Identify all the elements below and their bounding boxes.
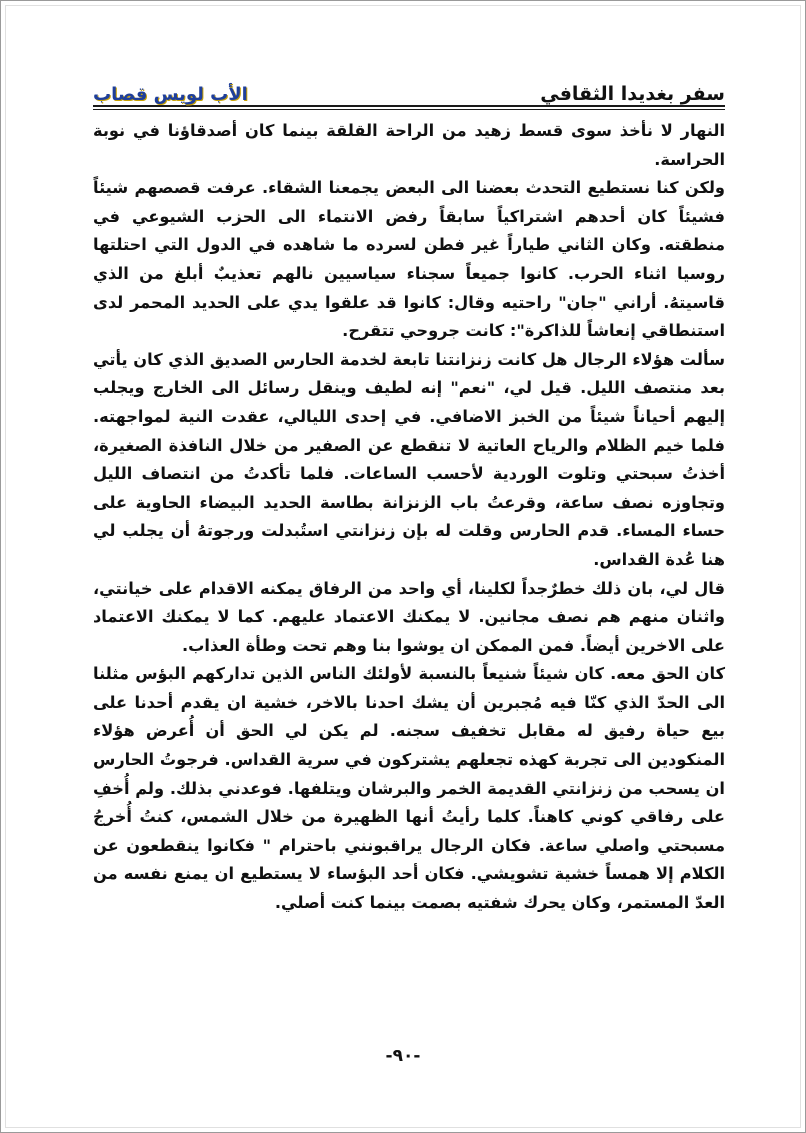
paragraph-5: كان الحق معه. كان شيئاً شنيعاً بالنسبة لأولئك الناس الذين تداركهم البؤس مثلنا الى الحدّ الذي كنّا فيه مُجبرين أن يشك احدنا بالاخر، خشية ان يقدم أحدنا على بيع حياة رفيق له مقابل تخفيف سجنه. لم يكن لي الحق أن أُعرض هؤلاء المنكودين الى تجربة كهذه تجعلهم يشتركون في سرية القداس. فرجوتُ الحارس ان يسحب من زنزانتي القديمة الخمر والبرشان ويتلفها. فوعدني بذلك. ولم أُخفِ على رفاقي كوني كاهناً. كلما رأيتُ أنها الظهيرة من خلال الشمس، كنتُ أُخرجُ مسبحتي واصلي ساعة. فكان الرجال يراقبونني باحترام " فكانوا ينقطعون عن الكلام إلا همساً خشية تشويشي. فكان أحد البؤساء لا يستطيع ان يمنع نفسه من العدّ المستمر، وكان يحرك شفتيه بصمت بينما كنت أصلي.: [93, 664, 725, 913]
header-author-name: الأب لويس قصاب: [93, 84, 256, 105]
paragraph-1: النهار لا نأخذ سوى قسط زهيد من الراحة القلقة بينما كان أصدقاؤنا في نوبة الحراسة.: [93, 121, 725, 169]
running-header: [93, 85, 725, 111]
header-book-title: سفر بغديدا الثقافي: [532, 83, 725, 105]
paragraph-2: ولكن كنا نستطيع التحدث بعضنا الى البعض يجمعنا الشقاء. عرفت قصصهم شيئاً فشيئاً كان أحدهم اشتراكياً سابقاً رفض الانتماء الى الحزب الشيوعي في منطقته. وكان الثاني طياراً غير فطن لسرده ما شاهده في الدول التي احتلتها روسيا اثناء الحرب. كانوا جميعاً سجناء سياسيين نالهم تعذيبٌ أبلغ من الذي قاسيتهُ. أراني "جان" راحتيه وقال: كانوا قد علقوا يدي على الحديد المحمر لدى استنطاقي إنعاشاً للذاكرة": كانت جروحي تتقرح.: [93, 178, 725, 341]
header-rule: [93, 105, 725, 107]
body-text: [93, 117, 725, 918]
paragraph-4: قال لي، بان ذلك خطرٌجداً لكلينا، أي واحد من الرفاق يمكنه الاقدام على خيانتي، واثنان منهم هم نصف مجانين. لا يمكنك الاعتماد عليهم. كما لا يمكنك الاعتماد على الاخرين أيضاً. فمن الممكن ان يوشوا بنا وهم تحت وطأة العذاب.: [93, 578, 725, 655]
header-rule-thin: [93, 109, 725, 110]
page-number: -٩٠-: [385, 1046, 421, 1066]
paragraph-3: سألت هؤلاء الرجال هل كانت زنزانتنا تابعة لخدمة الحارس الصديق الذي كان يأتي بعد منتصف الليل. قيل لي، "نعم" إنه لطيف وينقل رسائل الى الخارج ويجلب إليهم أحياناً شيئاً من الخبز الاضافي. في إحدى الليالي، عقدت النية لمواجهته. فلما خيم الظلام والرياح العاتية لا تنقطع عن الصفير من خلال النافذة الصغيرة، أخذتُ سبحتي وتلوت الوردية لأحسب الساعات. فلما تأكدتُ من انتصاف الليل وتجاوزه نصف ساعة، وقرعتُ باب الزنزانة بطاسة الحديد البيضاء الحاوية على حساء المساء. قدم الحارس وقلت له بإن زنزانتي استُبدلت ورجوتهُ أن يجلب لي هنا عُدة القداس.: [93, 349, 725, 569]
